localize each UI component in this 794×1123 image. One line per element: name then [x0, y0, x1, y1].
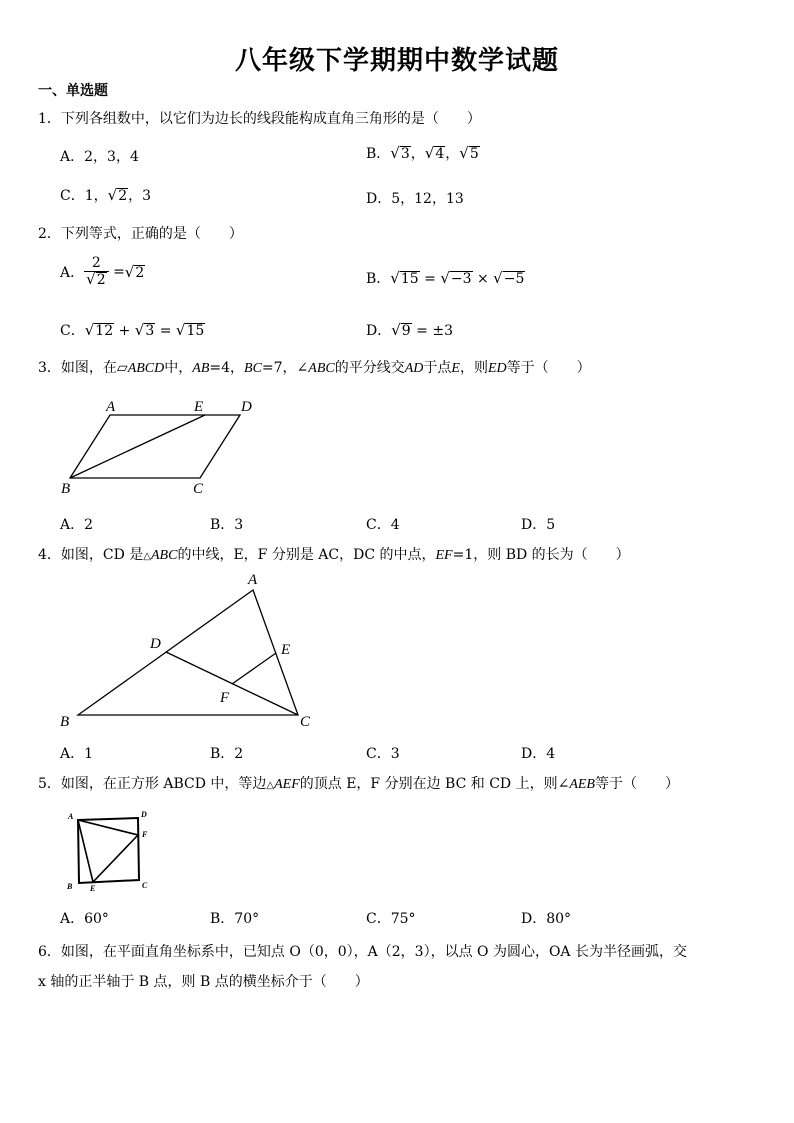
q4-label-d: D — [150, 636, 161, 652]
q5-option-b: B．70° — [210, 911, 260, 927]
q3-stem: 3．如图，在▱ABCD中，AB=4，BC=7，∠ABC的平分线交AD于点E，则ED等于（ ） — [38, 360, 591, 376]
q5-label-f: F — [142, 830, 148, 839]
q1-option-a: A．2，3，4 — [60, 149, 139, 165]
q3-option-c: C．4 — [366, 517, 400, 533]
q4-triangle-abc — [78, 590, 298, 715]
q4-label-b: B — [60, 714, 70, 730]
q4-label-a: A — [248, 572, 258, 588]
q5-square-figure — [62, 805, 157, 897]
q2-option-d: D．√9 = ±3 — [366, 321, 453, 339]
q5-triangle-aef — [78, 820, 138, 882]
q2-option-b: B．√15 = √−3 × √−5 — [366, 269, 525, 287]
q3-parallelogram-figure — [55, 393, 270, 498]
q1-option-d: D．5，12，13 — [366, 191, 464, 207]
q3-label-e: E — [194, 399, 204, 415]
q3-label-c: C — [193, 481, 204, 497]
q1-stem: 1．下列各组数中，以它们为边长的线段能构成直角三角形的是（ ） — [38, 111, 481, 127]
q5-label-c: C — [142, 881, 148, 890]
q5-option-a: A．60° — [60, 911, 109, 927]
q5-label-a: A — [68, 812, 74, 821]
q5-option-c: C．75° — [366, 911, 416, 927]
q3-option-a: A．2 — [60, 517, 94, 533]
q5-option-d: D．80° — [521, 911, 572, 927]
q2-option-a: A． $\frac{2}{√2}$ =√2 — [60, 255, 145, 288]
q2-stem: 2．下列等式，正确的是（ ） — [38, 226, 243, 242]
q1-option-b: B．√3，√4，√5 — [366, 144, 479, 162]
q2-option-c: C．√12 + √3 = √15 — [60, 321, 205, 339]
q5-stem: 5．如图，在正方形 ABCD 中，等边△AEF的顶点 E，F 分别在边 BC 和 CD 上，则∠AEB等于（ ） — [38, 776, 679, 792]
q3-option-d: D．5 — [521, 517, 556, 533]
q6-stem-line2: x 轴的正半轴于 B 点，则 B 点的横坐标介于（ ） — [38, 974, 369, 990]
q4-option-b: B．2 — [210, 746, 244, 762]
q6-stem-line1: 6．如图，在平面直角坐标系中，已知点 O（0，0），A（2，3），以点 O 为圆心，OA 长为半径画弧，交 — [38, 944, 687, 960]
q4-option-a: A．1 — [60, 746, 94, 762]
q3-label-d: D — [241, 399, 252, 415]
page-title: 八年级下学期期中数学试题 — [234, 46, 559, 76]
q4-option-d: D．4 — [521, 746, 556, 762]
section-heading: 一、单选题 — [38, 83, 108, 99]
q5-label-e: E — [90, 884, 96, 893]
q4-label-f: F — [220, 690, 230, 706]
q4-stem: 4．如图，CD 是△ABC的中线，E，F 分别是 AC，DC 的中点，EF=1，则 BD 的长为（ ） — [38, 547, 630, 563]
q3-label-a: A — [106, 399, 116, 415]
q3-parallelogram — [70, 415, 240, 478]
q4-option-c: C．3 — [366, 746, 400, 762]
q5-label-d: D — [141, 810, 147, 819]
q4-segment-ef — [232, 653, 276, 684]
q5-label-b: B — [67, 882, 73, 891]
q1-option-c: C．1，√2，3 — [60, 186, 152, 204]
q4-triangle-figure — [50, 570, 330, 730]
q3-option-b: B．3 — [210, 517, 244, 533]
q4-label-e: E — [281, 642, 291, 658]
q3-label-b: B — [61, 481, 71, 497]
q4-label-c: C — [300, 714, 311, 730]
